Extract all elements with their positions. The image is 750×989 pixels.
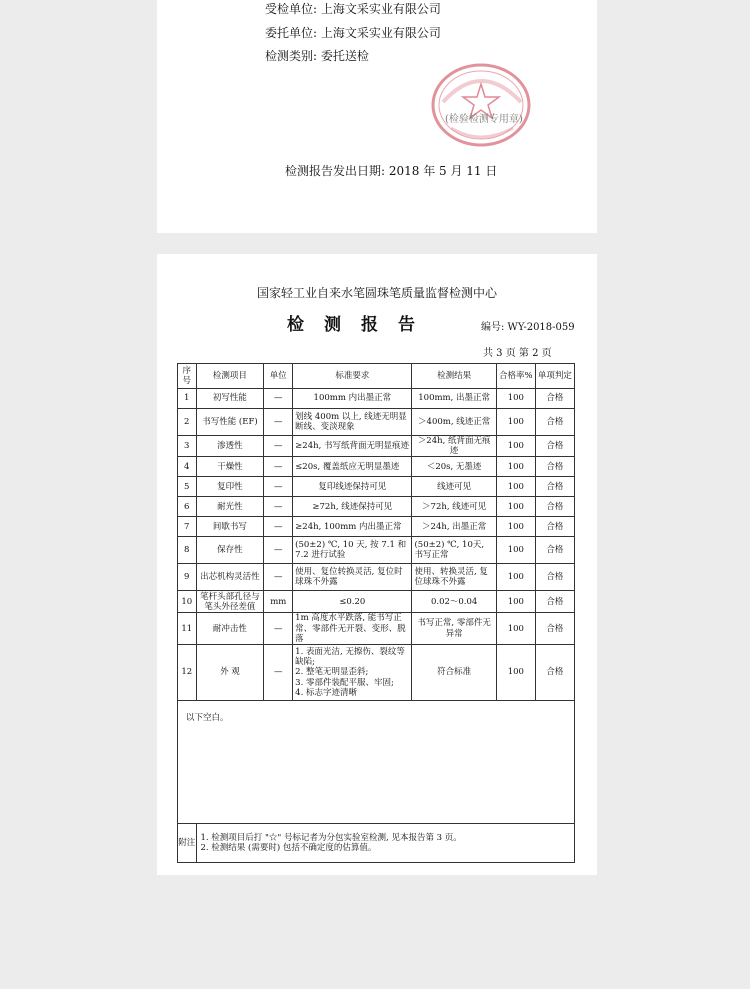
row-pass-rate: 100: [496, 457, 535, 477]
report-page-2: [157, 254, 597, 875]
row-unit: —: [264, 457, 293, 477]
row-judgement: 合格: [535, 564, 574, 591]
row-pass-rate: 100: [496, 409, 535, 436]
row-result: (50±2) ℃, 10天, 书写正常: [412, 537, 496, 564]
row-unit: —: [264, 517, 293, 537]
row-index: 9: [178, 564, 197, 591]
row-judgement: 合格: [535, 436, 574, 457]
row-judgement: 合格: [535, 537, 574, 564]
row-judgement: 合格: [535, 517, 574, 537]
row-judgement: 合格: [535, 409, 574, 436]
row-result: ＞24h, 出墨正常: [412, 517, 496, 537]
table-row: [178, 389, 575, 409]
row-pass-rate: 100: [496, 477, 535, 497]
row-index: 7: [178, 517, 197, 537]
row-index: 12: [178, 644, 197, 700]
row-standard: 1. 表面光洁, 无擦伤、裂纹等缺陷; 2. 整笔无明显歪斜; 3. 零部件装配平服、牢固; 4. 标志字迹清晰: [293, 644, 412, 700]
blank-note: 以下空白。: [178, 700, 575, 823]
row-unit: —: [264, 564, 293, 591]
row-item: 保存性: [196, 537, 264, 564]
row-standard: ≥24h, 书写纸背面无明显痕迹: [293, 436, 412, 457]
row-item: 耐光性: [196, 497, 264, 517]
row-standard: ≥24h, 100mm 内出墨正常: [293, 517, 412, 537]
table-row: [178, 564, 575, 591]
row-result: ＜20s, 无墨迹: [412, 457, 496, 477]
row-index: 11: [178, 613, 197, 645]
blank-row: [178, 700, 575, 823]
row-result: ＞24h, 纸背面无痕迹: [412, 436, 496, 457]
row-standard: 划线 400m 以上, 线迹无明显断线、变淡现象: [293, 409, 412, 436]
table-row: [178, 436, 575, 457]
row-index: 10: [178, 591, 197, 613]
row-judgement: 合格: [535, 644, 574, 700]
row-unit: —: [264, 613, 293, 645]
row-judgement: 合格: [535, 477, 574, 497]
row-unit: —: [264, 477, 293, 497]
row-pass-rate: 100: [496, 517, 535, 537]
table-row: [178, 517, 575, 537]
table-row: [178, 591, 575, 613]
inspection-type-line: [265, 47, 369, 64]
table-row: [178, 644, 575, 700]
header-index: 序号: [178, 364, 197, 389]
row-result: 符合标准: [412, 644, 496, 700]
inspection-type-value: 委托送检: [320, 49, 369, 63]
table-header-row: [178, 364, 575, 389]
inspected-unit-line: [265, 0, 441, 17]
row-item: 间歇书写: [196, 517, 264, 537]
row-item: 外 观: [196, 644, 264, 700]
entrusting-unit-label: 委托单位:: [265, 26, 318, 40]
row-unit: —: [264, 537, 293, 564]
row-unit: mm: [264, 591, 293, 613]
header-pass-rate: 合格率%: [496, 364, 535, 389]
row-item: 干燥性: [196, 457, 264, 477]
row-unit: —: [264, 497, 293, 517]
note-row: [178, 823, 575, 862]
header-result: 检测结果: [412, 364, 496, 389]
header-item: 检测项目: [196, 364, 264, 389]
seal-caption: (检验检测专用章): [445, 114, 523, 125]
row-index: 6: [178, 497, 197, 517]
row-item: 书写性能 (EF): [196, 409, 264, 436]
row-result: 0.02～0.04: [412, 591, 496, 613]
table-row: [178, 613, 575, 645]
row-pass-rate: 100: [496, 537, 535, 564]
row-standard: ≤20s, 覆盖纸应无明显墨迹: [293, 457, 412, 477]
table-row: [178, 457, 575, 477]
report-page-1: [157, 0, 597, 233]
inspection-type-label: 检测类别:: [265, 49, 318, 63]
page-info: 共 3 页 第 2 页: [483, 348, 552, 359]
row-result: ＞400m, 线迹正常: [412, 409, 496, 436]
row-index: 8: [178, 537, 197, 564]
header-unit: 单位: [264, 364, 293, 389]
row-unit: —: [264, 389, 293, 409]
note-line-2: 2. 检测结果 (需要时) 包括不确定度的估算值。: [200, 842, 377, 853]
row-standard: ≥72h, 线迹保持可见: [293, 497, 412, 517]
entrusting-unit-line: [265, 24, 441, 41]
note-line-1: 1. 检测项目后打 "☆" 号标记者为分包实验室检测, 见本报告第 3 页。: [200, 832, 462, 843]
table-row: [178, 409, 575, 436]
issue-date: 检测报告发出日期: 2018 年 5 月 11 日: [285, 164, 498, 178]
row-item: 初写性能: [196, 389, 264, 409]
row-index: 4: [178, 457, 197, 477]
row-result: ＞72h, 线迹可见: [412, 497, 496, 517]
row-pass-rate: 100: [496, 436, 535, 457]
note-label: 附注: [178, 823, 197, 862]
report-title: 检测报告: [287, 315, 435, 335]
row-item: 出芯机构灵活性: [196, 564, 264, 591]
row-index: 5: [178, 477, 197, 497]
official-seal-stamp: [429, 62, 533, 148]
table-row: [178, 497, 575, 517]
row-result: 使用、转换灵活, 复位球珠不外露: [412, 564, 496, 591]
center-name: 国家轻工业自来水笔圆珠笔质量监督检测中心: [256, 286, 497, 300]
table-row: [178, 537, 575, 564]
row-pass-rate: 100: [496, 644, 535, 700]
row-judgement: 合格: [535, 389, 574, 409]
row-unit: —: [264, 436, 293, 457]
entrusting-unit-value: 上海文采实业有限公司: [320, 26, 441, 40]
row-index: 1: [178, 389, 197, 409]
row-pass-rate: 100: [496, 591, 535, 613]
row-standard: ≤0.20: [293, 591, 412, 613]
note-content: [196, 823, 575, 862]
table-row: [178, 477, 575, 497]
header-standard: 标准要求: [293, 364, 412, 389]
row-result: 线迹可见: [412, 477, 496, 497]
row-pass-rate: 100: [496, 389, 535, 409]
inspected-unit-value: 上海文采实业有限公司: [320, 2, 441, 16]
inspected-unit-label: 受检单位:: [265, 2, 318, 16]
row-standard: 使用、复位转换灵活, 复位时球珠不外露: [293, 564, 412, 591]
row-index: 2: [178, 409, 197, 436]
header-judgement: 单项判定: [535, 364, 574, 389]
row-result: 100mm, 出墨正常: [412, 389, 496, 409]
row-index: 3: [178, 436, 197, 457]
row-item: 复印性: [196, 477, 264, 497]
row-standard: 复印线迹保持可见: [293, 477, 412, 497]
table-body: [178, 389, 575, 701]
row-pass-rate: 100: [496, 564, 535, 591]
row-result: 书写正常, 零部件无异常: [412, 613, 496, 645]
row-pass-rate: 100: [496, 497, 535, 517]
row-judgement: 合格: [535, 591, 574, 613]
row-judgement: 合格: [535, 457, 574, 477]
report-number: 编号: WY-2018-059: [481, 322, 575, 333]
row-pass-rate: 100: [496, 613, 535, 645]
row-unit: —: [264, 644, 293, 700]
row-item: 笔杆头部孔径与笔头外径差值: [196, 591, 264, 613]
row-standard: 100mm 内出墨正常: [293, 389, 412, 409]
row-standard: 1m 高度水平跌落, 能书写正常、零部件无开裂、变形、脱落: [293, 613, 412, 645]
row-item: 耐冲击性: [196, 613, 264, 645]
inspection-results-table: [177, 363, 575, 863]
row-judgement: 合格: [535, 613, 574, 645]
row-item: 渗透性: [196, 436, 264, 457]
row-standard: (50±2) ℃, 10 天, 按 7.1 和 7.2 进行试验: [293, 537, 412, 564]
row-unit: —: [264, 409, 293, 436]
row-judgement: 合格: [535, 497, 574, 517]
